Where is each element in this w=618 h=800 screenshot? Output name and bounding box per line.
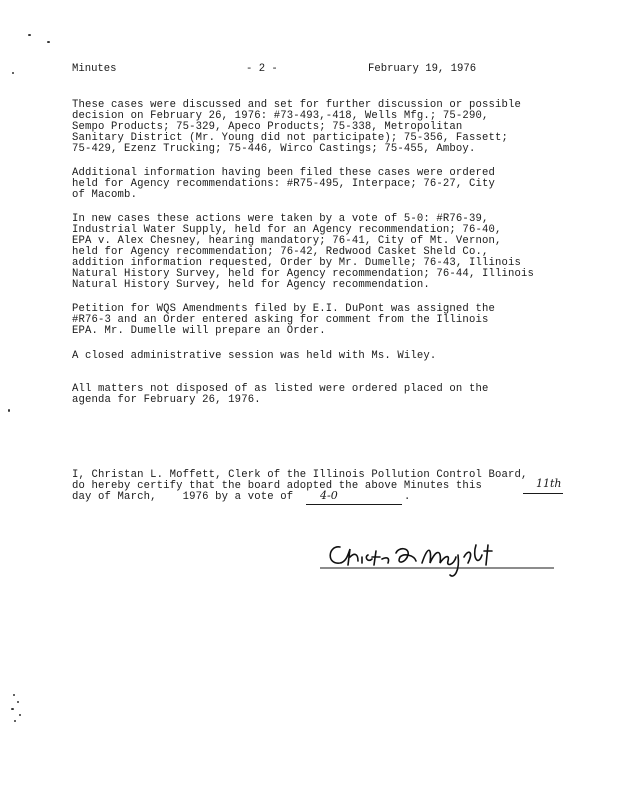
text-line: held for Agency recommendation; 76-42, Redwood Casket Sheld Co., [72, 246, 489, 258]
text-line: addition information requested, Order by Mr. Dumelle; 76-43, Illinois [72, 257, 522, 269]
header-label: Minutes [72, 63, 117, 75]
fill-in-underline [523, 493, 563, 494]
text-line: Petition for WQS Amendments filed by E.I. DuPont was assigned the [72, 303, 495, 315]
page-number: - 2 - [246, 63, 278, 75]
text-line: Natural History Survey, held for Agency recommendation; 76-44, Illinois [72, 268, 535, 280]
text-line: In new cases these actions were taken by a vote of 5-0: #R76-39, [72, 213, 489, 225]
scan-speck [8, 409, 10, 412]
certification-period: . [404, 491, 411, 503]
handwritten-vote: 4-0 [320, 489, 338, 502]
text-line: Sempo Products; 75-329, Apeco Products; 75-338, Metropolitan [72, 121, 463, 133]
text-line: Sanitary District (Mr. Young did not participate); 75-356, Fassett; [72, 132, 508, 144]
text-line: agenda for February 26, 1976. [72, 394, 261, 406]
certification-text: do hereby certify that the board adopted the above Minutes this [72, 480, 482, 492]
scan-speck [28, 34, 31, 36]
text-line: Additional information having been filed these cases were ordered [72, 167, 495, 179]
certification-line: I, Christan L. Moffett, Clerk of the Illinois Pollution Control Board, [72, 469, 528, 481]
handwritten-day: 11th [536, 477, 562, 490]
certification-text: day of March, 1976 by a vote of [72, 491, 294, 503]
text-line: EPA v. Alex Chesney, hearing mandatory; 76-41, City of Mt. Vernon, [72, 235, 502, 247]
text-line: All matters not disposed of as listed were ordered placed on the [72, 383, 489, 395]
text-line: Natural History Survey, held for Agency recommendation. [72, 279, 430, 291]
signature-drawing [318, 527, 558, 587]
text-line: #R76-3 and an Order entered asking for comment from the Illinois [72, 314, 489, 326]
text-line: EPA. Mr. Dumelle will prepare an Order. [72, 325, 326, 337]
scan-speck [14, 720, 16, 722]
scan-speck [19, 714, 21, 716]
text-line: 75-429, Ezenz Trucking; 75-446, Wirco Castings; 75-455, Amboy. [72, 143, 476, 155]
text-line: A closed administrative session was held with Ms. Wiley. [72, 350, 437, 362]
text-line: These cases were discussed and set for further discussion or possible [72, 99, 522, 111]
fill-in-underline [306, 504, 402, 505]
header-date: February 19, 1976 [368, 63, 477, 75]
scan-speck [17, 701, 19, 703]
scan-speck [47, 41, 50, 43]
scan-speck [12, 72, 14, 74]
text-line: Industrial Water Supply, held for an Agency recommendation; 76-40, [72, 224, 502, 236]
scan-speck [11, 708, 14, 710]
text-line: held for Agency recommendations: #R75-495, Interpace; 76-27, City [72, 178, 495, 190]
text-line: of Macomb. [72, 189, 138, 201]
text-line: decision on February 26, 1976: #73-493,-418, Wells Mfg.; 75-290, [72, 110, 489, 122]
scan-speck [13, 694, 15, 696]
certification-line [72, 492, 293, 503]
